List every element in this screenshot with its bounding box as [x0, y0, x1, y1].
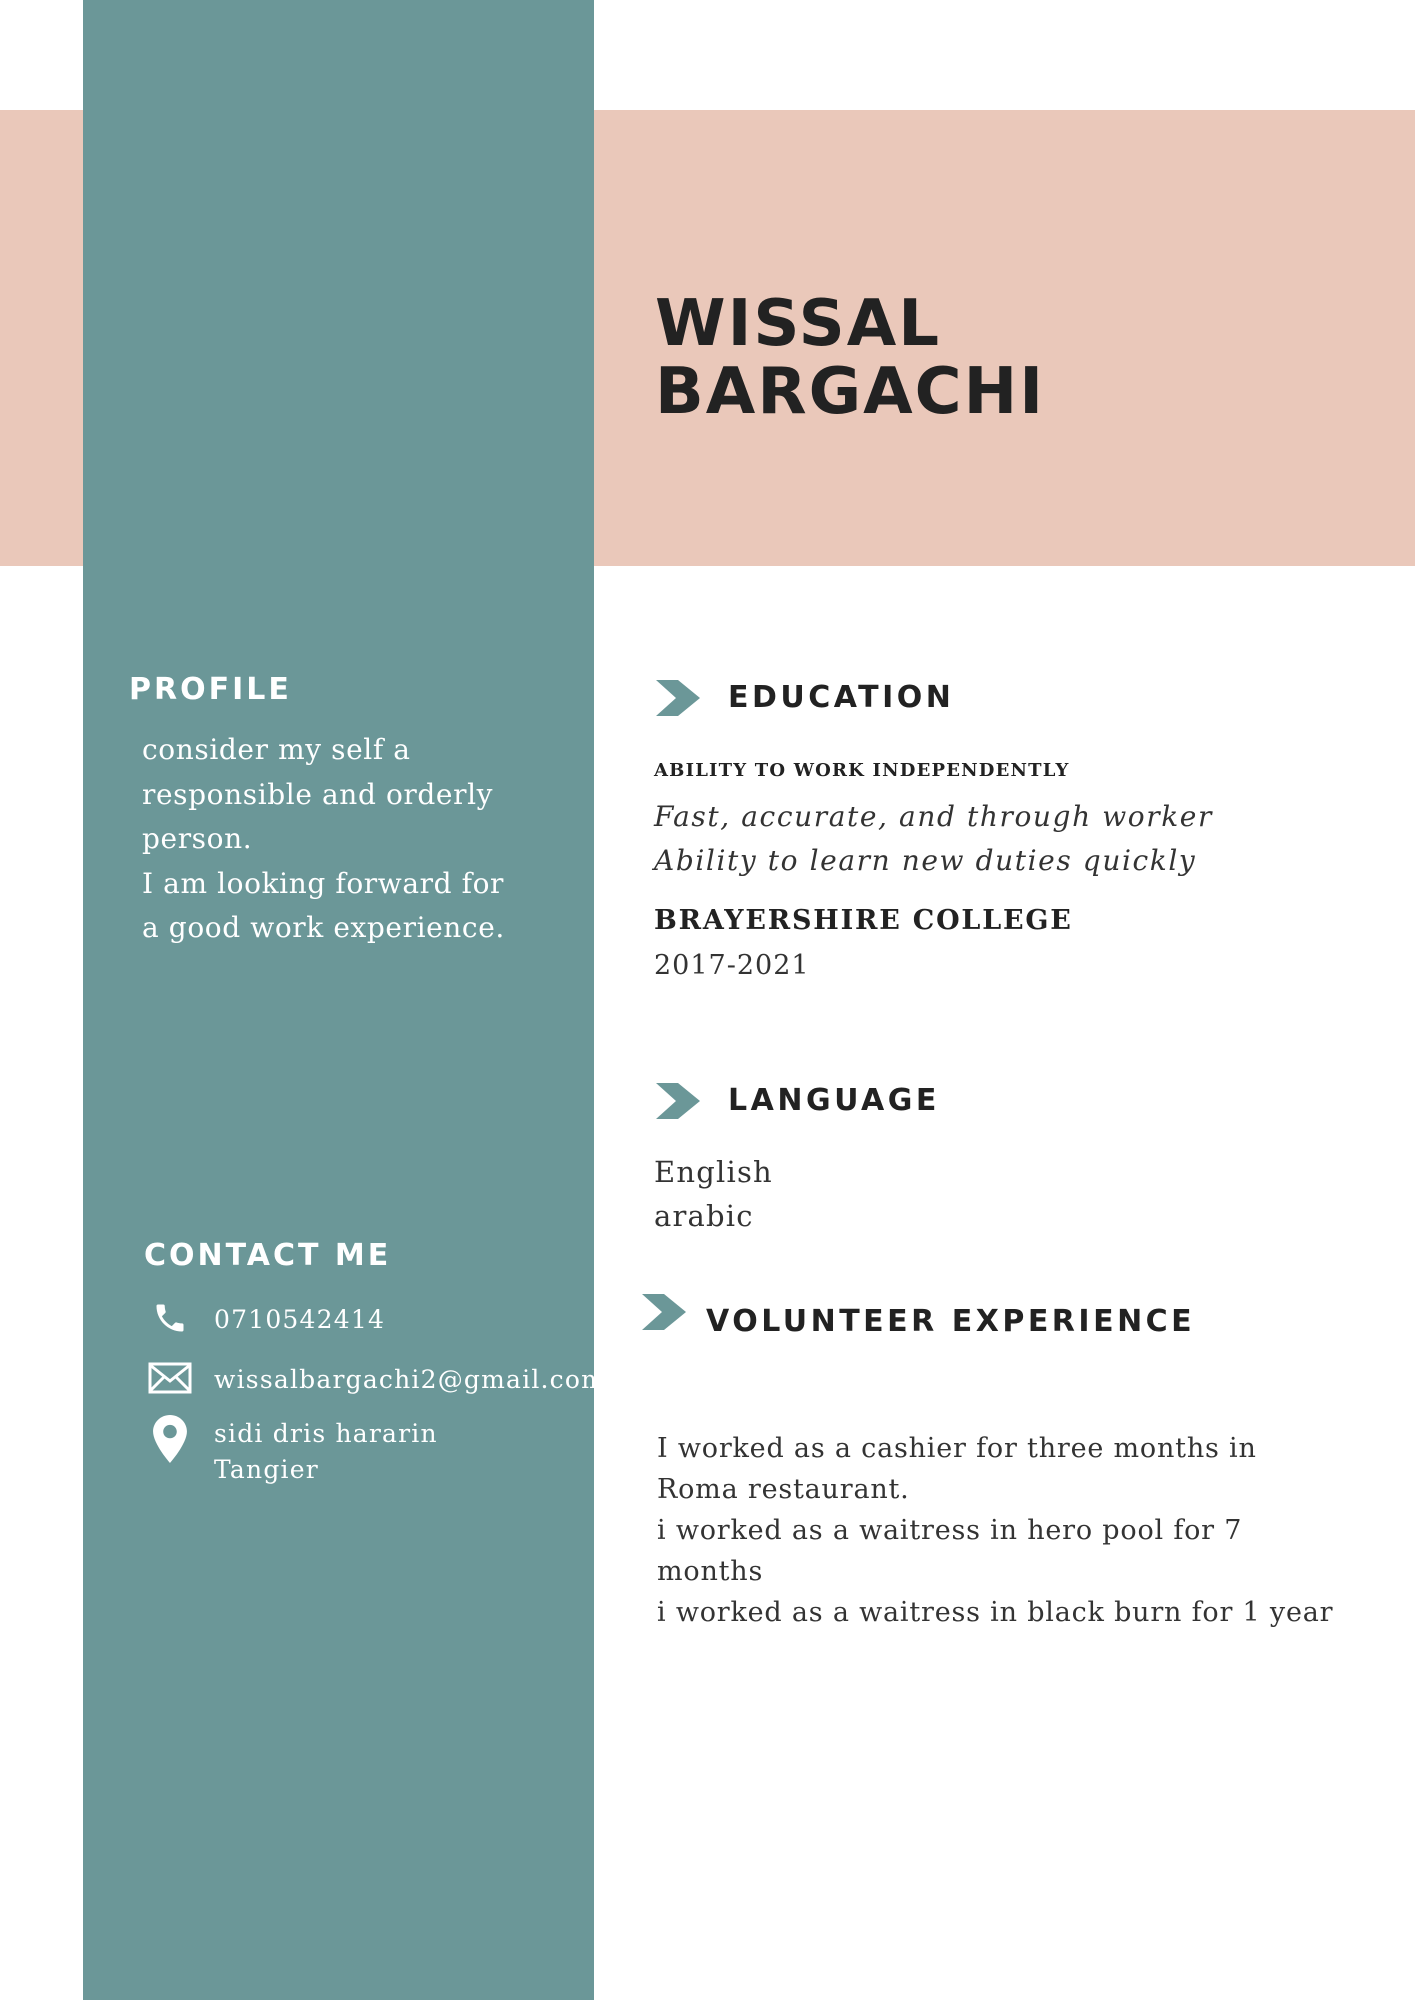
chevron-right-icon: [654, 1081, 702, 1121]
college-name: BRAYERSHIRE COLLEGE: [654, 905, 1073, 936]
education-skills: [654, 795, 1213, 883]
address-line-2: Tangier: [214, 1455, 319, 1484]
skill-line: Fast, accurate, and through worker: [654, 800, 1213, 833]
language-list: [654, 1150, 773, 1238]
location-pin-icon: [148, 1414, 192, 1464]
language-item: English: [654, 1155, 773, 1189]
phone-icon: [148, 1296, 192, 1340]
education-heading: EDUCATION: [728, 680, 955, 715]
volunteer-heading: VOLUNTEER EXPERIENCE: [706, 1304, 1196, 1339]
language-item: arabic: [654, 1199, 754, 1233]
address-line-1: sidi dris hararin: [214, 1419, 438, 1448]
profile-line: I am looking forward for: [142, 866, 505, 900]
volunteer-line: i worked as a waitress in hero pool for 7: [657, 1515, 1243, 1546]
education-years: 2017-2021: [654, 950, 810, 981]
candidate-name: [655, 287, 1045, 429]
profile-line: consider my self a: [142, 733, 411, 766]
envelope-icon: [148, 1356, 192, 1400]
first-name: WISSAL: [655, 287, 942, 361]
email-address[interactable]: wissalbargachi2@gmail.com: [214, 1365, 607, 1394]
address-row: [148, 1414, 192, 1464]
volunteer-line: Roma restaurant.: [657, 1474, 910, 1505]
sidebar-column: [83, 0, 594, 2000]
chevron-right-icon: [654, 678, 702, 718]
volunteer-line: i worked as a waitress in black burn for 1 year: [657, 1597, 1334, 1628]
education-subheading: ABILITY TO WORK INDEPENDENTLY: [654, 760, 1070, 781]
profile-line: a good work experience.: [142, 911, 505, 944]
volunteer-line: I worked as a cashier for three months in: [657, 1433, 1257, 1464]
phone-number[interactable]: 0710542414: [214, 1305, 386, 1334]
contact-heading: CONTACT ME: [144, 1238, 392, 1273]
last-name: BARGACHI: [655, 355, 1045, 429]
profile-text: [142, 728, 562, 951]
language-heading: LANGUAGE: [728, 1083, 940, 1118]
email-row: [148, 1356, 192, 1400]
chevron-right-icon: [640, 1292, 688, 1332]
phone-row: [148, 1296, 192, 1340]
volunteer-line: months: [657, 1556, 764, 1587]
profile-line: responsible and orderly: [142, 777, 494, 811]
profile-heading: PROFILE: [129, 672, 292, 707]
profile-line: person.: [142, 822, 253, 855]
skill-line: Ability to learn new duties quickly: [654, 844, 1197, 877]
volunteer-text: [657, 1428, 1333, 1633]
